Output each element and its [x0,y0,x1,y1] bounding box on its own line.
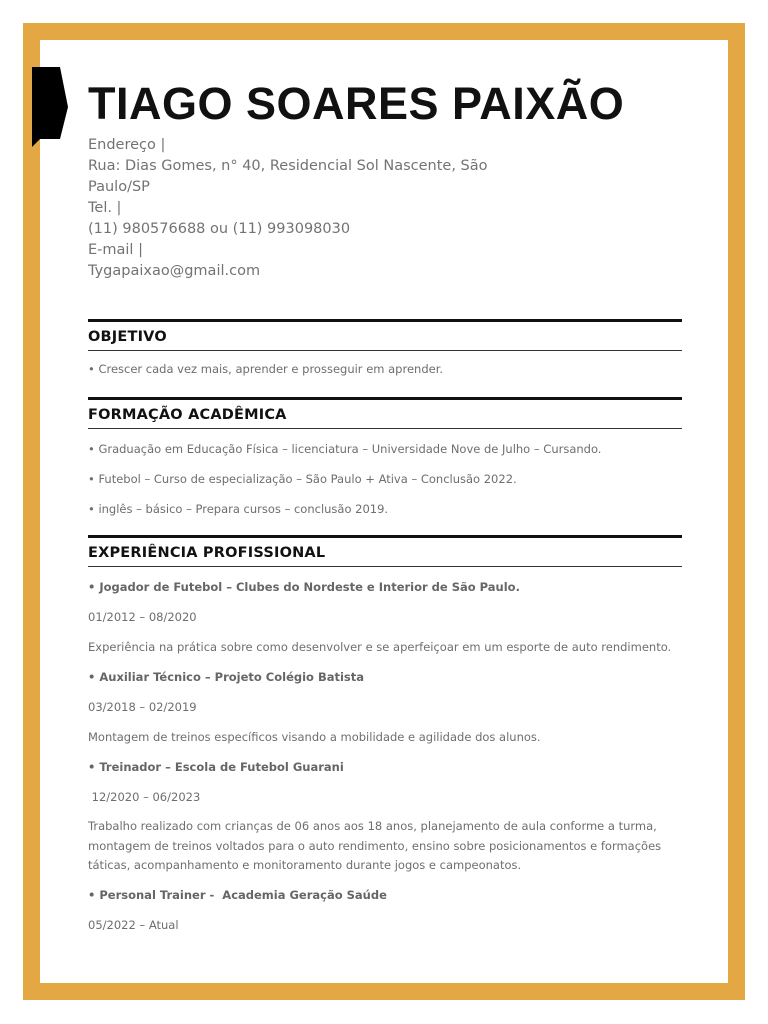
section-title-experiencia: EXPERIÊNCIA PROFISSIONAL [88,535,682,567]
section-experiencia [88,535,682,932]
address-label: Endereço | [88,137,166,153]
phone-numbers: (11) 980576688 ou (11) 993098030 [88,221,351,237]
candidate-name: TIAGO SOARES PAIXÃO [88,78,625,129]
job-description: Experiência na prática sobre como desenvolver e se aperfeiçoar em um esporte de auto rendimento. [88,640,672,654]
job-description: Montagem de treinos específicos visando a mobilidade e agilidade dos alunos. [88,730,541,744]
job-title: • Jogador de Futebol – Clubes do Nordeste e Interior de São Paulo. [88,580,520,594]
contact-block [88,135,518,282]
job-title: • Personal Trainer - Academia Geração Saúde [88,888,387,902]
formacao-item-futebol: • Futebol – Curso de especialização – São Paulo + Ativa – Conclusão 2022. [88,472,517,486]
job-period: 12/2020 – 06/2023 [88,790,201,804]
formacao-item-ingles: • inglês – básico – Prepara cursos – conclusão 2019. [88,502,389,516]
formacao-item-graduacao: • Graduação em Educação Física – licenciatura – Universidade Nove de Julho – Cursando. [88,442,602,456]
section-formacao [88,397,682,516]
job-description: Trabalho realizado com crianças de 06 anos aos 18 anos, planejamento de aula conforme a turma, montagem de treinos voltados para o auto rendimento, ensino sobre posicionamentos e formações táticas, acompanhamento e monitoramento durante jogos e campeonatos. [88,819,662,872]
phone-label: Tel. | [88,200,122,216]
section-title-objetivo: OBJETIVO [88,319,682,351]
address-line-1: Rua: Dias Gomes, n° 40, Residencial Sol Nascente, São [88,158,488,174]
job-title: • Auxiliar Técnico – Projeto Colégio Batista [88,670,365,684]
job-title: • Treinador – Escola de Futebol Guarani [88,760,344,774]
section-title-formacao: FORMAÇÃO ACADÊMICA [88,397,682,429]
email-address: Tygapaixao@gmail.com [88,263,261,279]
address-line-2: Paulo/SP [88,179,150,195]
section-objetivo [88,319,682,376]
job-period: 03/2018 – 02/2019 [88,700,197,714]
objetivo-item: • Crescer cada vez mais, aprender e prosseguir em aprender. [88,362,444,376]
email-label: E-mail | [88,242,143,258]
job-period: 01/2012 – 08/2020 [88,610,197,624]
job-period: 05/2022 – Atual [88,918,179,932]
header-ribbon-shape [32,67,68,147]
